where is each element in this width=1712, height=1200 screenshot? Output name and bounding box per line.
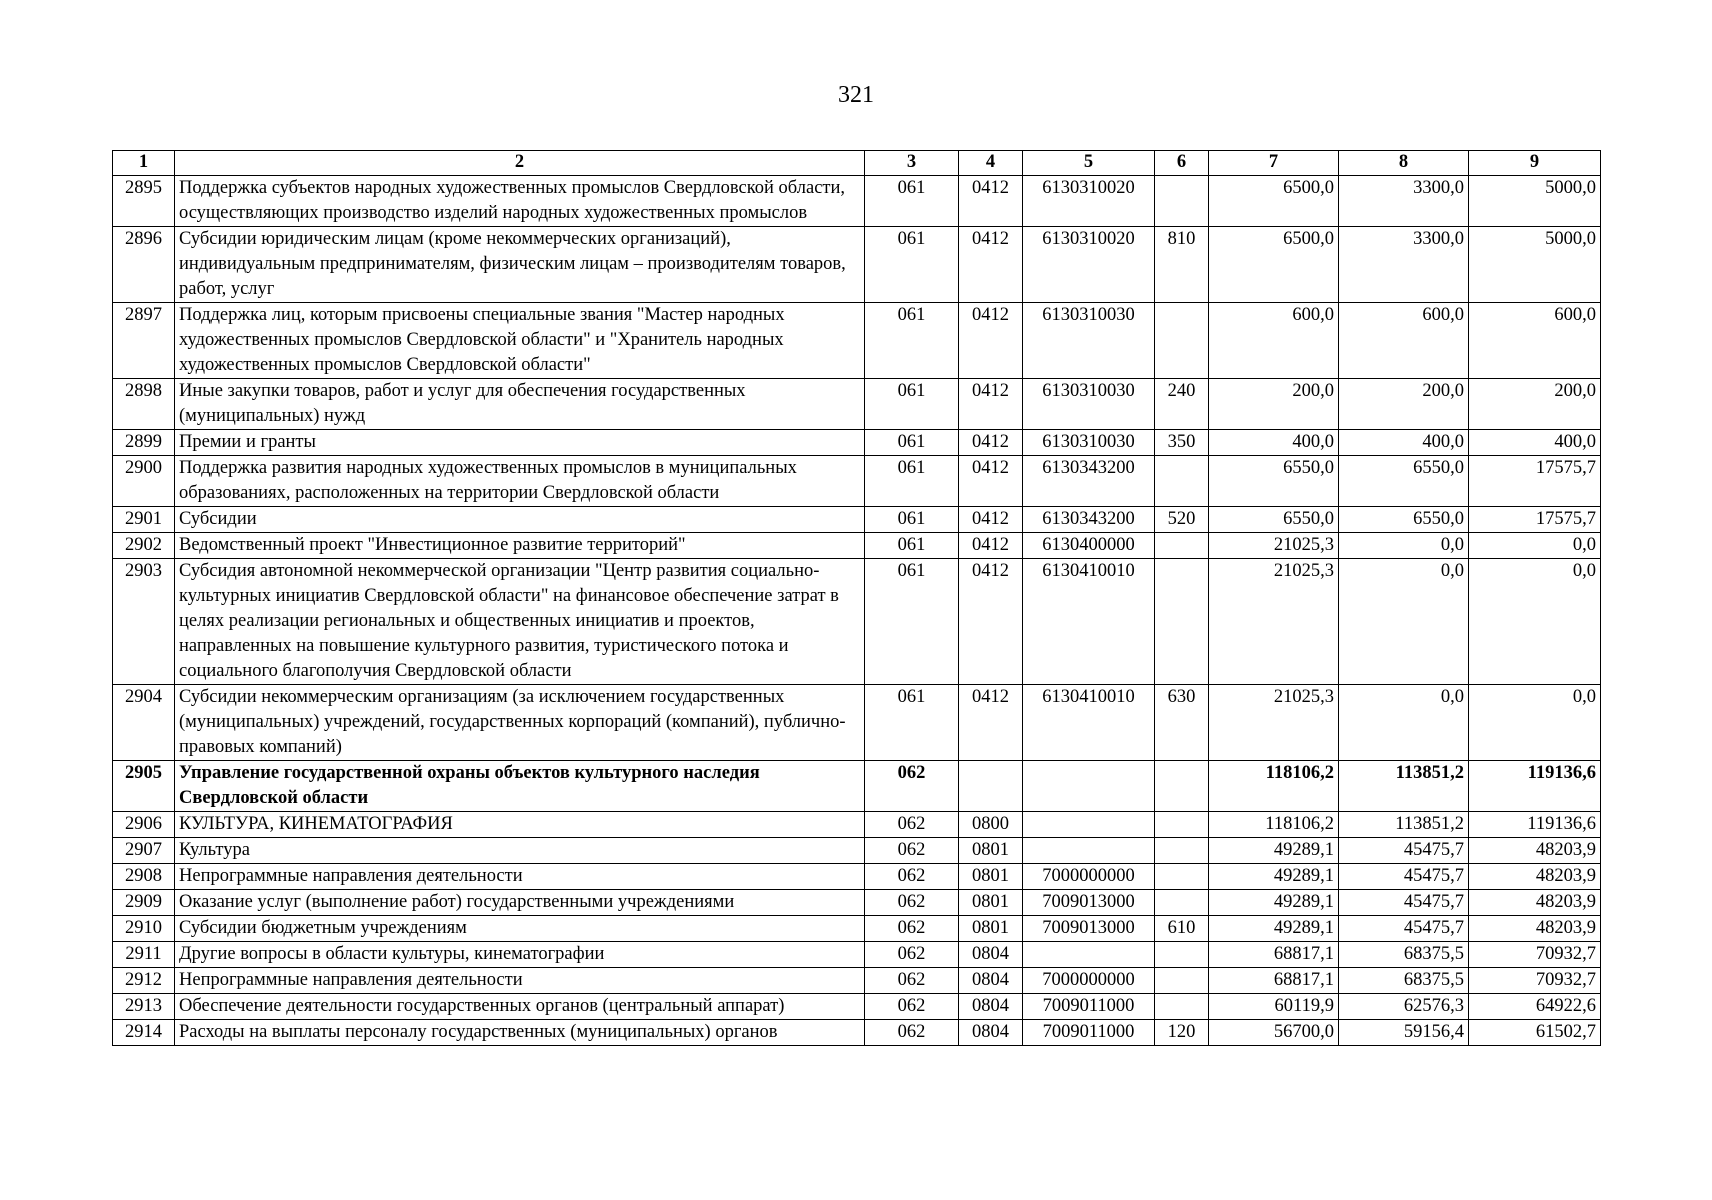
- cell-code-3: 061: [865, 559, 959, 685]
- cell-value-9: 5000,0: [1469, 227, 1601, 303]
- cell-value-9: 600,0: [1469, 303, 1601, 379]
- table-row: [113, 559, 1601, 685]
- cell-row-number: 2898: [113, 379, 175, 430]
- cell-row-number: 2901: [113, 507, 175, 533]
- cell-name: Поддержка развития народных художественных промыслов в муниципальных образованиях, расположенных на территории Свердловской области: [175, 456, 865, 507]
- cell-code-5: 6130410010: [1023, 559, 1155, 685]
- cell-code-6: [1155, 559, 1209, 685]
- table-row: [113, 430, 1601, 456]
- cell-code-4: 0412: [959, 507, 1023, 533]
- cell-name: Непрограммные направления деятельности: [175, 864, 865, 890]
- cell-code-4: 0801: [959, 890, 1023, 916]
- cell-code-3: 061: [865, 533, 959, 559]
- cell-value-8: 400,0: [1339, 430, 1469, 456]
- cell-value-8: 0,0: [1339, 559, 1469, 685]
- table-row: [113, 303, 1601, 379]
- cell-code-3: 061: [865, 507, 959, 533]
- cell-code-4: 0804: [959, 942, 1023, 968]
- cell-value-8: 6550,0: [1339, 456, 1469, 507]
- cell-value-9: 119136,6: [1469, 812, 1601, 838]
- cell-value-9: 48203,9: [1469, 838, 1601, 864]
- cell-value-7: 600,0: [1209, 303, 1339, 379]
- cell-name: Ведомственный проект "Инвестиционное развитие территорий": [175, 533, 865, 559]
- table-row: [113, 1020, 1601, 1046]
- cell-value-7: 6550,0: [1209, 507, 1339, 533]
- cell-name: Иные закупки товаров, работ и услуг для обеспечения государственных (муниципальных) нужд: [175, 379, 865, 430]
- cell-value-7: 6500,0: [1209, 176, 1339, 227]
- cell-code-5: [1023, 812, 1155, 838]
- cell-value-8: 600,0: [1339, 303, 1469, 379]
- cell-value-7: 49289,1: [1209, 838, 1339, 864]
- cell-code-4: 0800: [959, 812, 1023, 838]
- cell-code-5: 7009011000: [1023, 1020, 1155, 1046]
- cell-value-8: 68375,5: [1339, 942, 1469, 968]
- column-header: 1: [113, 151, 175, 176]
- cell-code-6: 120: [1155, 1020, 1209, 1046]
- cell-name: Другие вопросы в области культуры, кинематографии: [175, 942, 865, 968]
- cell-code-3: 062: [865, 890, 959, 916]
- cell-value-8: 0,0: [1339, 685, 1469, 761]
- cell-code-4: 0412: [959, 227, 1023, 303]
- cell-name: Премии и гранты: [175, 430, 865, 456]
- cell-name: КУЛЬТУРА, КИНЕМАТОГРАФИЯ: [175, 812, 865, 838]
- cell-row-number: 2902: [113, 533, 175, 559]
- cell-code-6: [1155, 761, 1209, 812]
- cell-code-4: 0801: [959, 864, 1023, 890]
- cell-value-7: 21025,3: [1209, 685, 1339, 761]
- cell-code-4: 0412: [959, 685, 1023, 761]
- cell-code-6: [1155, 303, 1209, 379]
- cell-row-number: 2912: [113, 968, 175, 994]
- cell-code-3: 061: [865, 227, 959, 303]
- cell-name: Субсидии бюджетным учреждениям: [175, 916, 865, 942]
- cell-code-4: 0804: [959, 968, 1023, 994]
- cell-code-6: 350: [1155, 430, 1209, 456]
- cell-value-7: 60119,9: [1209, 994, 1339, 1020]
- table-row: [113, 685, 1601, 761]
- cell-row-number: 2911: [113, 942, 175, 968]
- cell-name: Поддержка субъектов народных художественных промыслов Свердловской области, осуществляющих производство изделий народных художественных промыслов: [175, 176, 865, 227]
- cell-name: Непрограммные направления деятельности: [175, 968, 865, 994]
- cell-code-6: [1155, 890, 1209, 916]
- cell-value-7: 21025,3: [1209, 559, 1339, 685]
- table-row: [113, 864, 1601, 890]
- cell-row-number: 2895: [113, 176, 175, 227]
- cell-name: Расходы на выплаты персоналу государственных (муниципальных) органов: [175, 1020, 865, 1046]
- cell-code-3: 062: [865, 761, 959, 812]
- cell-code-4: 0412: [959, 430, 1023, 456]
- cell-value-9: 48203,9: [1469, 864, 1601, 890]
- table-row: [113, 456, 1601, 507]
- cell-code-6: [1155, 968, 1209, 994]
- cell-value-8: 45475,7: [1339, 916, 1469, 942]
- cell-row-number: 2899: [113, 430, 175, 456]
- cell-code-6: [1155, 456, 1209, 507]
- cell-code-3: 062: [865, 968, 959, 994]
- table-row: [113, 890, 1601, 916]
- cell-name: Управление государственной охраны объектов культурного наследия Свердловской области: [175, 761, 865, 812]
- cell-code-4: 0412: [959, 559, 1023, 685]
- cell-code-3: 062: [865, 916, 959, 942]
- table-row: [113, 227, 1601, 303]
- cell-code-3: 061: [865, 685, 959, 761]
- cell-code-3: 061: [865, 176, 959, 227]
- column-header: 5: [1023, 151, 1155, 176]
- cell-value-8: 59156,4: [1339, 1020, 1469, 1046]
- cell-row-number: 2913: [113, 994, 175, 1020]
- cell-code-6: 240: [1155, 379, 1209, 430]
- cell-row-number: 2903: [113, 559, 175, 685]
- column-header: 3: [865, 151, 959, 176]
- cell-value-8: 62576,3: [1339, 994, 1469, 1020]
- column-header: 2: [175, 151, 865, 176]
- cell-code-4: [959, 761, 1023, 812]
- cell-row-number: 2904: [113, 685, 175, 761]
- cell-code-5: [1023, 838, 1155, 864]
- budget-table: [112, 150, 1601, 1046]
- cell-code-4: 0412: [959, 379, 1023, 430]
- cell-code-5: 7009013000: [1023, 916, 1155, 942]
- cell-value-9: 0,0: [1469, 533, 1601, 559]
- cell-name: Культура: [175, 838, 865, 864]
- cell-value-9: 17575,7: [1469, 456, 1601, 507]
- cell-code-6: [1155, 942, 1209, 968]
- cell-name: Субсидии некоммерческим организациям (за исключением государственных (муниципальных) учреждений, государственных корпораций (компаний), публично-правовых компаний): [175, 685, 865, 761]
- cell-code-4: 0412: [959, 176, 1023, 227]
- cell-code-5: 6130310030: [1023, 303, 1155, 379]
- cell-value-7: 118106,2: [1209, 812, 1339, 838]
- cell-row-number: 2908: [113, 864, 175, 890]
- cell-code-5: 7009013000: [1023, 890, 1155, 916]
- cell-code-5: [1023, 761, 1155, 812]
- cell-row-number: 2907: [113, 838, 175, 864]
- cell-code-3: 062: [865, 1020, 959, 1046]
- cell-code-4: 0804: [959, 1020, 1023, 1046]
- cell-code-6: [1155, 838, 1209, 864]
- table-row: [113, 916, 1601, 942]
- cell-row-number: 2909: [113, 890, 175, 916]
- cell-code-6: [1155, 533, 1209, 559]
- cell-value-9: 48203,9: [1469, 916, 1601, 942]
- cell-name: Оказание услуг (выполнение работ) государственными учреждениями: [175, 890, 865, 916]
- cell-value-7: 56700,0: [1209, 1020, 1339, 1046]
- cell-row-number: 2910: [113, 916, 175, 942]
- cell-row-number: 2906: [113, 812, 175, 838]
- cell-code-3: 061: [865, 430, 959, 456]
- table-row: [113, 942, 1601, 968]
- cell-name: Субсидия автономной некоммерческой организации "Центр развития социально-культурных инициатив Свердловской области" на финансовое обеспечение затрат в целях реализации региональных и общественных инициатив и проектов, направленных на повышение культурного развития, туристического потока и социального благополучия Свердловской области: [175, 559, 865, 685]
- cell-code-5: 6130310020: [1023, 176, 1155, 227]
- cell-value-9: 17575,7: [1469, 507, 1601, 533]
- cell-row-number: 2896: [113, 227, 175, 303]
- table-row: [113, 761, 1601, 812]
- cell-row-number: 2914: [113, 1020, 175, 1046]
- page-number: 321: [838, 82, 874, 108]
- cell-code-3: 061: [865, 456, 959, 507]
- cell-code-3: 062: [865, 812, 959, 838]
- cell-code-6: [1155, 812, 1209, 838]
- column-header: 7: [1209, 151, 1339, 176]
- cell-value-7: 49289,1: [1209, 864, 1339, 890]
- cell-code-6: 630: [1155, 685, 1209, 761]
- cell-value-9: 48203,9: [1469, 890, 1601, 916]
- table-row: [113, 968, 1601, 994]
- cell-code-5: 6130310030: [1023, 379, 1155, 430]
- cell-value-7: 68817,1: [1209, 942, 1339, 968]
- cell-value-9: 70932,7: [1469, 942, 1601, 968]
- cell-value-8: 113851,2: [1339, 812, 1469, 838]
- cell-code-6: 810: [1155, 227, 1209, 303]
- column-header: 9: [1469, 151, 1601, 176]
- cell-value-9: 70932,7: [1469, 968, 1601, 994]
- cell-code-4: 0412: [959, 456, 1023, 507]
- cell-name: Субсидии юридическим лицам (кроме некоммерческих организаций), индивидуальным предпринимателям, физическим лицам – производителям товаров, работ, услуг: [175, 227, 865, 303]
- table-row: [113, 507, 1601, 533]
- table-row: [113, 176, 1601, 227]
- table-body: [113, 176, 1601, 1046]
- cell-code-3: 062: [865, 942, 959, 968]
- cell-value-7: 6500,0: [1209, 227, 1339, 303]
- cell-value-8: 200,0: [1339, 379, 1469, 430]
- cell-value-7: 49289,1: [1209, 916, 1339, 942]
- cell-value-7: 400,0: [1209, 430, 1339, 456]
- cell-name: Субсидии: [175, 507, 865, 533]
- cell-value-8: 45475,7: [1339, 838, 1469, 864]
- cell-code-6: 610: [1155, 916, 1209, 942]
- cell-code-6: [1155, 864, 1209, 890]
- header-row: [113, 151, 1601, 176]
- cell-value-9: 5000,0: [1469, 176, 1601, 227]
- cell-code-5: 7000000000: [1023, 968, 1155, 994]
- table-row: [113, 812, 1601, 838]
- column-header: 4: [959, 151, 1023, 176]
- cell-value-8: 113851,2: [1339, 761, 1469, 812]
- cell-value-9: 0,0: [1469, 559, 1601, 685]
- cell-name: Обеспечение деятельности государственных органов (центральный аппарат): [175, 994, 865, 1020]
- cell-value-8: 3300,0: [1339, 227, 1469, 303]
- cell-code-3: 061: [865, 379, 959, 430]
- cell-code-6: [1155, 176, 1209, 227]
- cell-code-3: 062: [865, 994, 959, 1020]
- cell-value-7: 21025,3: [1209, 533, 1339, 559]
- cell-code-5: 6130310020: [1023, 227, 1155, 303]
- cell-row-number: 2897: [113, 303, 175, 379]
- cell-value-9: 400,0: [1469, 430, 1601, 456]
- cell-value-7: 200,0: [1209, 379, 1339, 430]
- cell-code-4: 0804: [959, 994, 1023, 1020]
- cell-code-5: 6130310030: [1023, 430, 1155, 456]
- table-row: [113, 994, 1601, 1020]
- cell-value-9: 200,0: [1469, 379, 1601, 430]
- cell-code-4: 0412: [959, 303, 1023, 379]
- cell-code-4: 0412: [959, 533, 1023, 559]
- table-row: [113, 379, 1601, 430]
- cell-row-number: 2900: [113, 456, 175, 507]
- cell-code-3: 062: [865, 864, 959, 890]
- cell-value-7: 6550,0: [1209, 456, 1339, 507]
- column-header: 8: [1339, 151, 1469, 176]
- cell-code-5: 6130410010: [1023, 685, 1155, 761]
- cell-row-number: 2905: [113, 761, 175, 812]
- cell-code-6: [1155, 994, 1209, 1020]
- cell-code-5: 6130343200: [1023, 456, 1155, 507]
- cell-value-7: 49289,1: [1209, 890, 1339, 916]
- cell-value-8: 45475,7: [1339, 864, 1469, 890]
- cell-code-3: 061: [865, 303, 959, 379]
- cell-name: Поддержка лиц, которым присвоены специальные звания "Мастер народных художественных промыслов Свердловской области" и "Хранитель народных художественных промыслов Свердловской области": [175, 303, 865, 379]
- cell-value-9: 0,0: [1469, 685, 1601, 761]
- cell-value-9: 64922,6: [1469, 994, 1601, 1020]
- cell-code-3: 062: [865, 838, 959, 864]
- cell-code-6: 520: [1155, 507, 1209, 533]
- cell-code-5: 7000000000: [1023, 864, 1155, 890]
- cell-value-7: 118106,2: [1209, 761, 1339, 812]
- table-row: [113, 838, 1601, 864]
- column-header: 6: [1155, 151, 1209, 176]
- cell-code-5: 6130343200: [1023, 507, 1155, 533]
- cell-value-7: 68817,1: [1209, 968, 1339, 994]
- cell-value-9: 61502,7: [1469, 1020, 1601, 1046]
- cell-value-8: 6550,0: [1339, 507, 1469, 533]
- cell-code-5: [1023, 942, 1155, 968]
- cell-value-8: 68375,5: [1339, 968, 1469, 994]
- cell-code-4: 0801: [959, 916, 1023, 942]
- cell-code-4: 0801: [959, 838, 1023, 864]
- cell-value-8: 0,0: [1339, 533, 1469, 559]
- cell-value-9: 119136,6: [1469, 761, 1601, 812]
- cell-value-8: 45475,7: [1339, 890, 1469, 916]
- cell-code-5: 7009011000: [1023, 994, 1155, 1020]
- cell-code-5: 6130400000: [1023, 533, 1155, 559]
- cell-value-8: 3300,0: [1339, 176, 1469, 227]
- table-row: [113, 533, 1601, 559]
